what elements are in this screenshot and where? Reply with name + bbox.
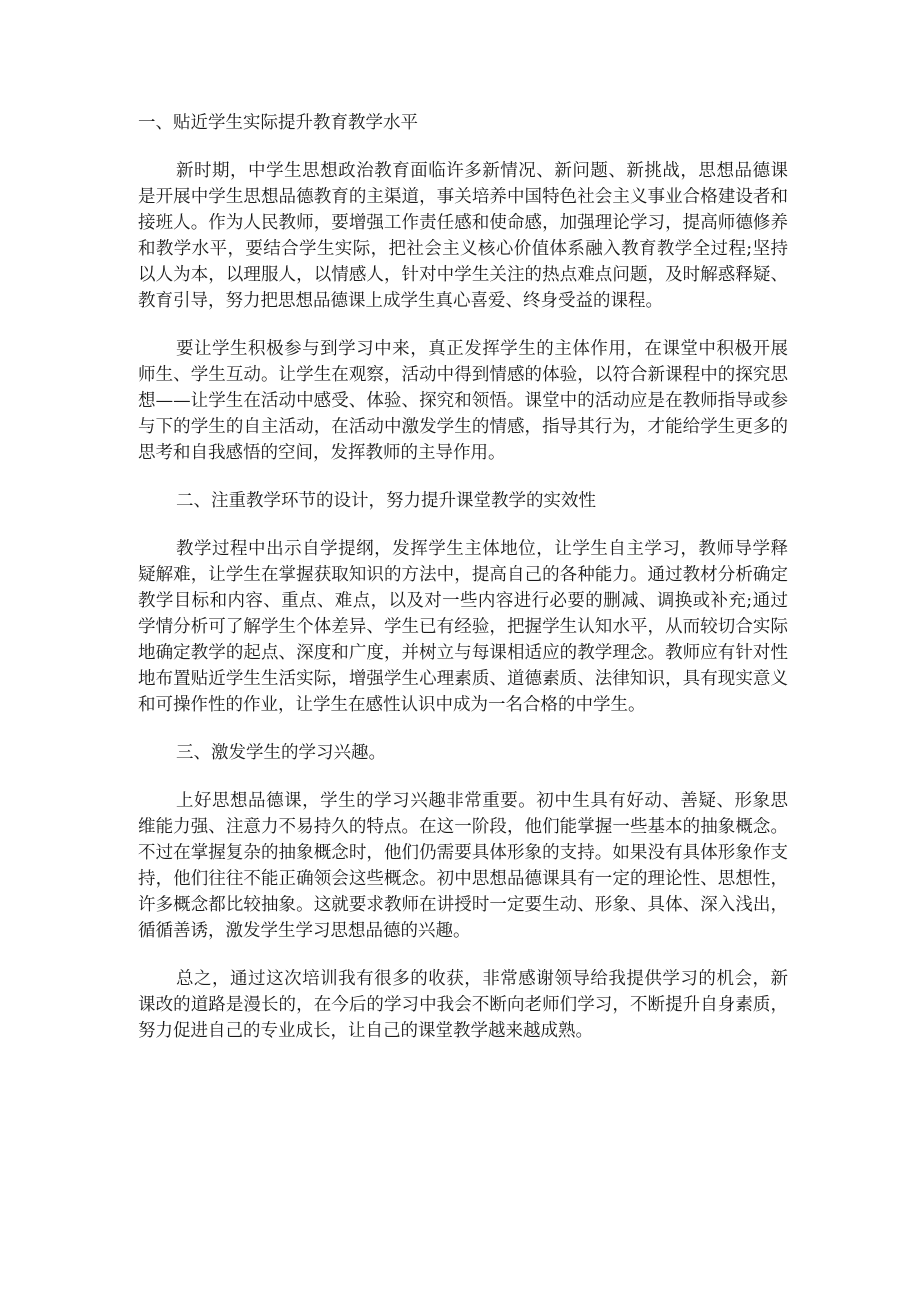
section-heading-1: 一、贴近学生实际提升教育教学水平 bbox=[138, 113, 418, 133]
paragraph-5: 总之，通过这次培训我有很多的收获，非常感谢领导给我提供学习的机会，新课改的道路是漫长的，在今后的学习中我会不断向老师们学习，不断提升自身素质，努力促进自己的专业成长，让自己的课堂教学越来越成熟。 bbox=[138, 969, 788, 1041]
paragraph-3: 教学过程中出示自学提纲，发挥学生主体地位，让学生自主学习，教师导学释疑解难，让学生在掌握获取知识的方法中，提高自己的各种能力。通过教材分析确定教学目标和内容、重点、难点，以及对一些内容进行必要的删减、调换或补充;通过学情分析可了解学生个体差异、学生已有经验，把握学生认知水平，从而较切合实际地确定教学的起点、深度和广度，并树立与每课相适应的教学理念。教师应有针对性地布置贴近学生生活实际，增强学生心理素质、道德素质、法律知识，具有现实意义和可操作性的作业，让学生在感性认识中成为一名合格的中学生。 bbox=[138, 539, 788, 715]
section-heading-3: 三、激发学生的学习兴趣。 bbox=[176, 743, 386, 763]
section-heading-2: 二、注重教学环节的设计，努力提升课堂教学的实效性 bbox=[176, 491, 596, 511]
paragraph-4: 上好思想品德课，学生的学习兴趣非常重要。初中生具有好动、善疑、形象思维能力强、注意力不易持久的特点。在这一阶段，他们能掌握一些基本的抽象概念。不过在掌握复杂的抽象概念时，他们仍需要具体形象的支持。如果没有具体形象作支持，他们往往不能正确领会这些概念。初中思想品德课具有一定的理论性、思想性，许多概念都比较抽象。这就要求教师在讲授时一定要生动、形象、具体、深入浅出，循循善诱，激发学生学习思想品德的兴趣。 bbox=[138, 791, 788, 941]
document-body bbox=[138, 110, 788, 1066]
paragraph-2: 要让学生积极参与到学习中来，真正发挥学生的主体作用，在课堂中积极开展师生、学生互动。让学生在观察，活动中得到情感的体验，以符合新课程中的探究思想——让学生在活动中感受、体验、探究和领悟。课堂中的活动应是在教师指导或参与下的学生的自主活动，在活动中激发学生的情感，指导其行为，才能给学生更多的思考和自我感悟的空间，发挥教师的主导作用。 bbox=[138, 339, 788, 463]
paragraph-1: 新时期，中学生思想政治教育面临许多新情况、新问题、新挑战，思想品德课是开展中学生思想品德教育的主渠道，事关培养中国特色社会主义事业合格建设者和接班人。作为人民教师，要增强工作责任感和使命感，加强理论学习，提高师德修养和教学水平，要结合学生实际，把社会主义核心价值体系融入教育教学全过程;坚持以人为本，以理服人，以情感人，针对中学生关注的热点难点问题，及时解惑释疑、教育引导，努力把思想品德课上成学生真心喜爱、终身受益的课程。 bbox=[138, 161, 788, 311]
